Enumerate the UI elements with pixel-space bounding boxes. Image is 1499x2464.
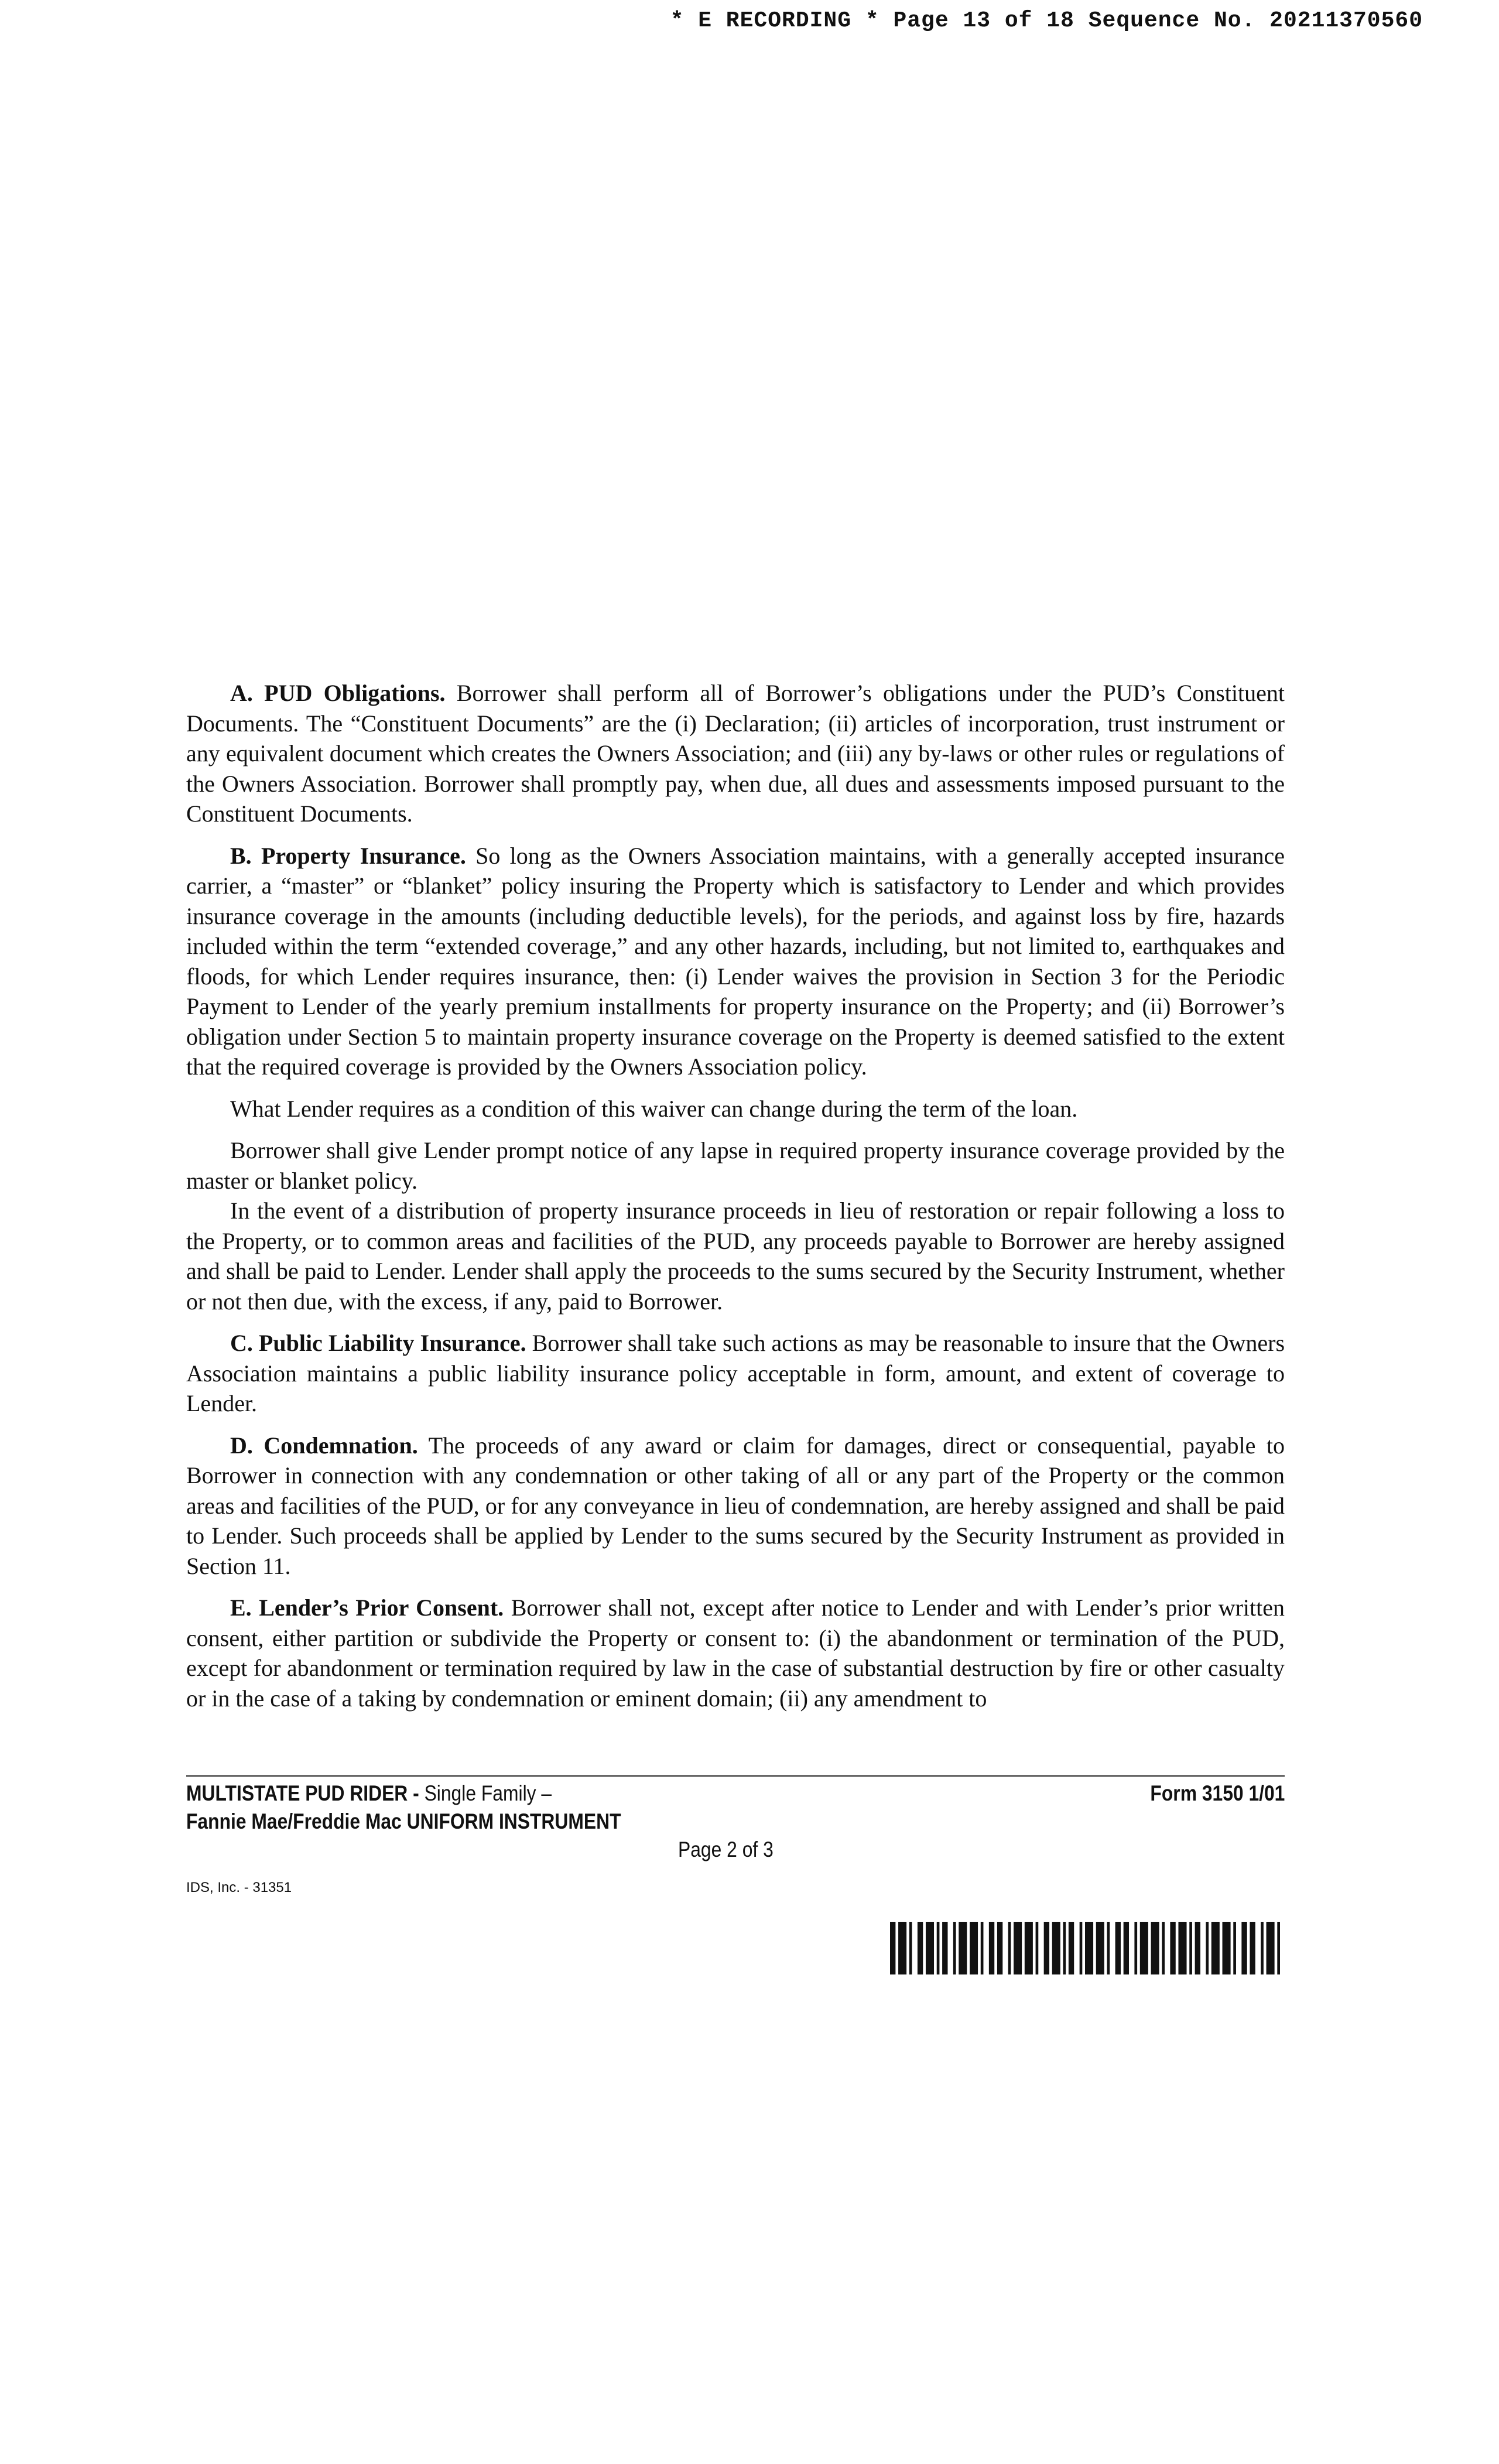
barcode-bar	[1115, 1922, 1121, 1974]
barcode-bar	[981, 1922, 984, 1974]
barcode-bar	[959, 1922, 967, 1974]
barcode-bar	[1267, 1922, 1275, 1974]
barcode-bar	[997, 1922, 1002, 1974]
section-b-paragraph	[186, 841, 1285, 1082]
form-title-rest: Single Family –	[419, 1781, 552, 1805]
vendor-code: IDS, Inc. - 31351	[186, 1880, 292, 1895]
barcode-bar	[1124, 1922, 1129, 1974]
barcode-bar	[1008, 1922, 1011, 1974]
section-c-paragraph	[186, 1328, 1285, 1419]
section-d-heading: D. Condemnation.	[230, 1432, 418, 1459]
barcode-bar	[953, 1922, 956, 1974]
barcode-bar	[1134, 1922, 1137, 1974]
barcode-bar	[1233, 1922, 1236, 1974]
rider-body	[186, 678, 1285, 1725]
form-title	[186, 1781, 552, 1806]
barcode-bar	[1107, 1922, 1110, 1974]
barcode-bar	[1277, 1922, 1280, 1974]
barcode-bar	[937, 1922, 940, 1974]
barcode-bar	[1085, 1922, 1093, 1974]
section-b-distribution-paragraph: In the event of a distribution of property insurance proceeds in lieu of restoration or repair following a loss to the Property, or to common areas and facilities of the PUD, any proceeds payable to Borrower are hereby assigned and shall be paid to Lender. Lender shall apply the proceeds to the sums secured by the Security Instrument, whether or not then due, with the excess, if any, paid to Borrower.	[186, 1197, 1285, 1315]
section-d-text: The proceeds of any award or claim for damages, direct or consequential, payable to Borrower in connection with any condemnation or other taking of all or any part of the Property or the common areas and facilities of the PUD, or for any conveyance in lieu of condemnation, are hereby assigned and shall be paid to Lender. Such proceeds shall be applied by Lender to the sums secured by the Security Instrument as provided in Section 11.	[186, 1432, 1285, 1579]
barcode-bar	[1223, 1922, 1231, 1974]
section-a-paragraph	[186, 678, 1285, 829]
section-c-heading: C. Public Liability Insurance.	[230, 1330, 526, 1356]
barcode-bar	[1189, 1922, 1192, 1974]
barcode-bar	[890, 1922, 895, 1974]
barcode-bar	[1250, 1922, 1255, 1974]
section-a-heading: A. PUD Obligations.	[230, 680, 446, 706]
barcode-bar	[1025, 1922, 1033, 1974]
barcode	[890, 1922, 1280, 1974]
barcode-bar	[1211, 1922, 1220, 1974]
barcode-bar	[1151, 1922, 1159, 1974]
barcode-bar	[898, 1922, 906, 1974]
barcode-bar	[989, 1922, 994, 1974]
section-e-paragraph	[186, 1593, 1285, 1713]
barcode-bar	[942, 1922, 947, 1974]
section-c-text: Borrower shall take such actions as may be reasonable to insure that the Owners Association maintains a public liability insurance policy acceptable in form, amount, and extent of coverage to Lender.	[186, 1330, 1285, 1416]
barcode-bar	[1162, 1922, 1165, 1974]
barcode-bar	[1080, 1922, 1083, 1974]
barcode-bar	[1261, 1922, 1264, 1974]
barcode-bar	[1206, 1922, 1209, 1974]
barcode-bar	[918, 1922, 923, 1974]
footer-divider	[186, 1775, 1285, 1777]
barcode-bar	[1241, 1922, 1247, 1974]
barcode-bar	[1178, 1922, 1186, 1974]
section-b-text: So long as the Owners Association maintains, with a generally accepted insurance carrier, a “master” or “blanket” policy insuring the Property which is satisfactory to Lender and which provides insurance coverage in the amounts (including deductible levels), for the periods, and against loss by fire, hazards included within the term “extended coverage,” and any other hazards, including, but not limited to, earthquakes and floods, for which Lender requires insurance, then: (i) Lender waives the provision in Section 3 for the Periodic Payment to Lender of the yearly premium installments for property insurance on the Property; and (ii) Borrower’s obligation under Section 5 to maintain property insurance coverage on the Property is deemed satisfied to the extent that the required coverage is provided by the Owners Association policy.	[186, 842, 1285, 1080]
section-a-text: Borrower shall perform all of Borrower’s obligations under the PUD’s Constituent Documents. The “Constituent Documents” are the (i) Declaration; (ii) articles of incorporation, trust instrument or any equivalent document which creates the Owners Association; and (iii) any by-laws or other rules or regulations of the Owners Association. Borrower shall promptly pay, when due, all dues and assessments imposed pursuant to the Constituent Documents.	[186, 680, 1285, 827]
barcode-bar	[1063, 1922, 1066, 1974]
section-b-heading: B. Property Insurance.	[230, 842, 466, 869]
form-subtitle: Fannie Mae/Freddie Mac UNIFORM INSTRUMENT	[186, 1809, 621, 1833]
barcode-bar	[1052, 1922, 1060, 1974]
barcode-bar	[926, 1922, 934, 1974]
barcode-bar	[1140, 1922, 1148, 1974]
page-number: Page 2 of 3	[678, 1837, 774, 1861]
section-e-heading: E. Lender’s Prior Consent.	[230, 1594, 504, 1621]
barcode-bar	[1170, 1922, 1175, 1974]
barcode-bar	[1195, 1922, 1200, 1974]
section-b-notice-paragraph: Borrower shall give Lender prompt notice of any lapse in required property insurance coverage provided by the master or blanket policy.	[186, 1137, 1285, 1194]
form-number: Form 3150 1/01	[1150, 1781, 1285, 1805]
section-e-text: Borrower shall not, except after notice to Lender and with Lender’s prior written consent, either partition or subdivide the Property or consent to: (i) the abandonment or termination of the PUD, except for abandonment or termination required by law in the case of substantial destruction by fire or other casualty or in the case of a taking by condemnation or eminent domain; (ii) any amendment to	[186, 1594, 1285, 1712]
section-d-paragraph	[186, 1431, 1285, 1582]
barcode-bar	[1069, 1922, 1074, 1974]
barcode-bar	[970, 1922, 978, 1974]
recording-header: * E RECORDING * Page 13 of 18 Sequence No. 20211370560	[670, 8, 1423, 33]
barcode-bar	[1036, 1922, 1039, 1974]
form-title-bold: MULTISTATE PUD RIDER -	[186, 1781, 419, 1805]
barcode-bar	[1014, 1922, 1022, 1974]
barcode-bar	[909, 1922, 912, 1974]
section-b-waiver-paragraph: What Lender requires as a condition of this waiver can change during the term of the loan.	[230, 1095, 1078, 1122]
barcode-bar	[1096, 1922, 1104, 1974]
barcode-bar	[1044, 1922, 1049, 1974]
